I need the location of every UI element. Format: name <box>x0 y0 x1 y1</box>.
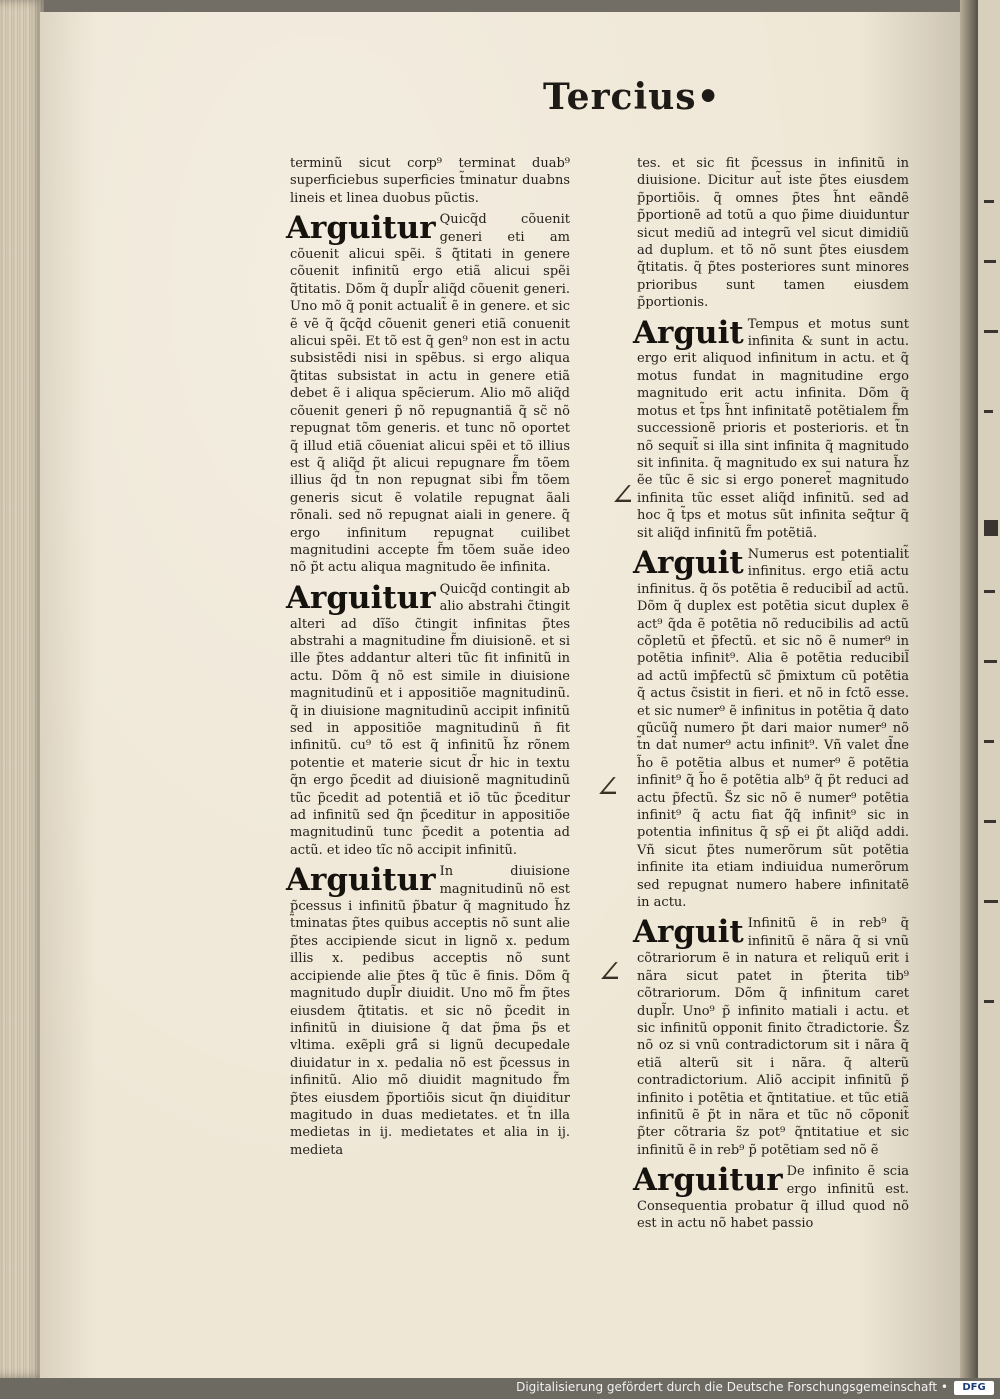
paragraph-text: Quicq̃d contingit ab alio abstrahi c̃tingit alteri ad dĩs̃o c̃tingit infinitas p̃tes abstrahi a magnitudine f̃m diuisionẽ. et si ille p̃tes addantur alteri tũc fit infinitũ in actu. Dõm q̃ nõ est simile in diuisione magnitudinũ et i appositiõe magnitudinũ. q̃ in diuisione magnitudinũ accipit infinitũ sed in appositiõe magnitudinũ ñ fit infinitũ. cu⁹ tõ est q̃ infinitũ h̃z rõnem potentie et materie sicut d̃r hic in textu q̃n ergo p̃cedit ad diuisionẽ magnitudinũ tũc p̃cedit ad potentiã et iõ tũc p̃ceditur ad infinitũ sed q̃n p̃ceditur in appositiõe magnitudinũ tunc p̃cedit a potentia ad actũ. et ideo tĩc nõ accipit infinitũ. <box>290 581 570 858</box>
paragraph <box>286 579 570 860</box>
paragraph <box>286 210 570 577</box>
margin-mark: ∠ <box>595 770 621 805</box>
left-text-column <box>286 155 570 1159</box>
initial-word: Arguitur <box>286 579 436 616</box>
margin-mark: ∠ <box>597 955 623 990</box>
book-fore-edge <box>0 0 44 1378</box>
margin-mark: ∠ <box>610 478 636 513</box>
paragraph-text: In diuisione magnitudinũ nõ est p̃cessus i infinitũ p̃batur q̃ magnitudo h̃z t̃minatas p̃tes quibus acceptis nõ sunt alie p̃tes accipiende sicut in lignõ x. pedum illis x. pedibus acceptis nõ sunt accipiende alie p̃tes q̃ tũc ẽ finis. Dõm q̃ magnitudo dupl̃r diuidit. Uno mõ f̃m p̃tes eiusdem q̃̃titatis. et sic nõ p̃cedit in infinitũ in diuisione q̃ dat p̃ma p̃s et vltima. exẽpli grá̃ si lignũ decupedale diuidatur in x. pedalia nõ est p̃cessus in infinitũ. Alio mõ diuidit magnitudo f̃m p̃tes eiusdem p̃portiõis sicut q̃n diuiditur magitudo in duas medietates. et t̃n illa medietas in ij. medietates et alia in ij. medieta <box>290 864 570 1158</box>
paragraph <box>633 314 909 542</box>
footer-credit: Digitalisierung gefördert durch die Deutsche Forschungsgemeinschaft • <box>516 1380 948 1394</box>
initial-word: Arguitur <box>633 1162 783 1199</box>
paragraph <box>633 544 909 912</box>
initial-word: Arguit <box>633 914 744 951</box>
paragraph-text: Quicq̃d cõuenit generi eti am cõuenit alicui spẽi. s̃ q̃̃titati in genere cõuenit infinitũ ergo etiã alicui spẽi q̃̃titatis. Dõm q̃ dupl̃r aliq̃d cõuenit generi. Uno mõ q̃ ponit actualit̃ ẽ in genere. et sic ẽ vẽ q̃ q̃cq̃d cõuenit generi etiã conuenit alicui spẽi. Et tõ est q̃ gen⁹ non est in actu subsistẽdi nisi in spẽbus. si ergo aliqua q̃̃titas subsistat in actu in genere etiã debet ẽ i aliqua spẽcierum. Alio mõ aliq̃d cõuenit generi p̃ nõ repugnantiã q̃ sc̃ nõ repugnat tõm generis. et tunc nõ oportet q̃ illud etiã cõueniat alicui spẽi et tõ illius est q̃ aliq̃d p̃t alicui repugnare f̃m tõem illius q̃d t̃n non repugnat sibi f̃m tõem generis sicut ẽ volatile repugnat ãali rõnali. sed nõ repugnat aiali in genere. q̃ ergo infinitum repugnat cuilibet magnitudini accepte f̃m tõem suăe ideo nõ p̃t actu aliqua magnitudo ẽe infinita. <box>290 212 570 576</box>
initial-word: Arguit <box>633 314 744 351</box>
initial-word: Arguitur <box>286 862 436 899</box>
initial-word: Arguitur <box>286 210 436 247</box>
paragraph-text: De infinito ẽ scia ergo infinitũ est. Consequentia probatur q̃ illud quod nõ est in actu nõ habet passio <box>637 1164 909 1232</box>
running-head: Tercius• <box>543 76 721 118</box>
paragraph <box>286 862 570 1159</box>
facing-page-edge <box>978 0 1000 1378</box>
paragraph-text: Numerus est potentialit̃ infinitus. ergo etiã actu infinitus. q̃ õs potẽtia ẽ reducibil̃ ad actũ. Dõm q̃ duplex est potẽtia sicut duplex ẽ act⁹ q̃da ẽ potẽtia nõ reducibilis ad actũ cõpletũ et p̃fectũ. et sic nõ ẽ numer⁹ in potẽtia infinit⁹. Alia ẽ potẽtia reducibil̃ ad actũ imp̃fectũ sc̃ p̃mixtum cũ potẽtia q̃ actus c̃sistit in fieri. et nõ in fctõ esse. et sic numer⁹ ẽ infinitus in potẽtia q̃ dato qũcũq̃ numero p̃t dari maior numer⁹ nõ t̃n dat̃ numer⁹ actu infinit⁹. Vñ valet d̃ne h̃o ẽ potẽtia albus et numer⁹ ẽ potẽtia infinit⁹ q̃ h̃o ẽ potẽtia alb⁹ q̃ p̃t reduci ad actu p̃fectũ. S̃z sic nõ ẽ numer⁹ potẽtia infinit⁹ q̃ actu fiat q̃̃q̃ infinit⁹ sic in potentia infinitus q̃ sp̃ ei p̃t aliq̃d addi. Vñ sicut p̃tes numerõrum sũt potẽtia infinite ita etiam indiuidua numerõrum sed repugnat numero habere infinitatẽ in actu. <box>637 546 909 911</box>
column-intro: tes. et sic fit p̃cessus in infinitũ in diuisione. Dicitur aut̃ iste p̃tes eiusdem p̃portiõis. q̃ omnes p̃tes h̃nt eãndẽ p̃portionẽ ad totũ a quo p̃ime diuiduntur sicut mediũ ad integrũ vel sicut dimidiũ ad duplum. et tõ nõ sunt p̃tes eiusdem q̃̃titatis. q̃ p̃tes posteriores sunt minores prioribus sunt tamen eiusdem p̃portionis. <box>637 156 909 311</box>
right-text-column <box>633 155 909 1233</box>
initial-word: Arguit <box>633 544 744 581</box>
dfg-logo-icon: DFG <box>954 1381 994 1395</box>
paragraph-text: Infinitũ ẽ in reb⁹ q̃ infinitũ ẽ nãra q̃ si vnũ cõtrariorum ẽ in natura et reliquũ erit i nãra sicut patet in p̃terita tib⁹ cõtrariorum. Dõm q̃ infinitum caret dupl̃r. Uno⁹ p̃ infinito matiali i actu. et sic infinitũ opponit finito c̃tradictorie. S̃z nõ oz si vnũ contradictorum sit i nãra q̃ etiã alterũ sit i nãra. q̃ alterũ contradictorium. Aliõ accipit infinitũ p̃ infinito i potẽtia et q̃ntitatiue. et tũc etiã infinitũ ẽ p̃t in nãra et tũc nõ cõponit̃ p̃ter cõtraria s̃z pot⁹ q̃ntitatiue et sic infinitũ ẽ in reb⁹ p̃ potẽtiam sed nõ ẽ <box>637 916 909 1158</box>
book-gutter <box>960 0 980 1378</box>
paragraph <box>633 914 909 1159</box>
paragraph <box>633 1162 909 1233</box>
footer-bar <box>0 1378 1000 1399</box>
paragraph-text: Tempus et motus sunt infinita & sunt in actu. ergo erit aliquod infinitum in actu. et q̃ motus fundat in magnitudine ergo magnitudo erit actu infinita. Dõm q̃ motus et t̃ps h̃nt infinitatẽ potẽtialem f̃m successionẽ prioris et posterioris. et t̃n nõ sequit̃ si illa sint infinita q̃ magnitudo sit infinita. q̃ magnitudo ex sui natura h̃z ẽe tũc ẽ sic si ergo poneret̃ magnitudo infinita tũc esset aliq̃d infinitũ. sed ad hoc q̃ t̃ps et motus sũt infinita seq̃tur q̃ sit aliq̃d infinitũ f̃m potẽtiã. <box>637 316 909 541</box>
column-intro: terminũ sicut corp⁹ terminat duab⁹ superficiebus superficies t̃minatur duabns lineis et linea duobus pũctis. <box>290 156 570 206</box>
